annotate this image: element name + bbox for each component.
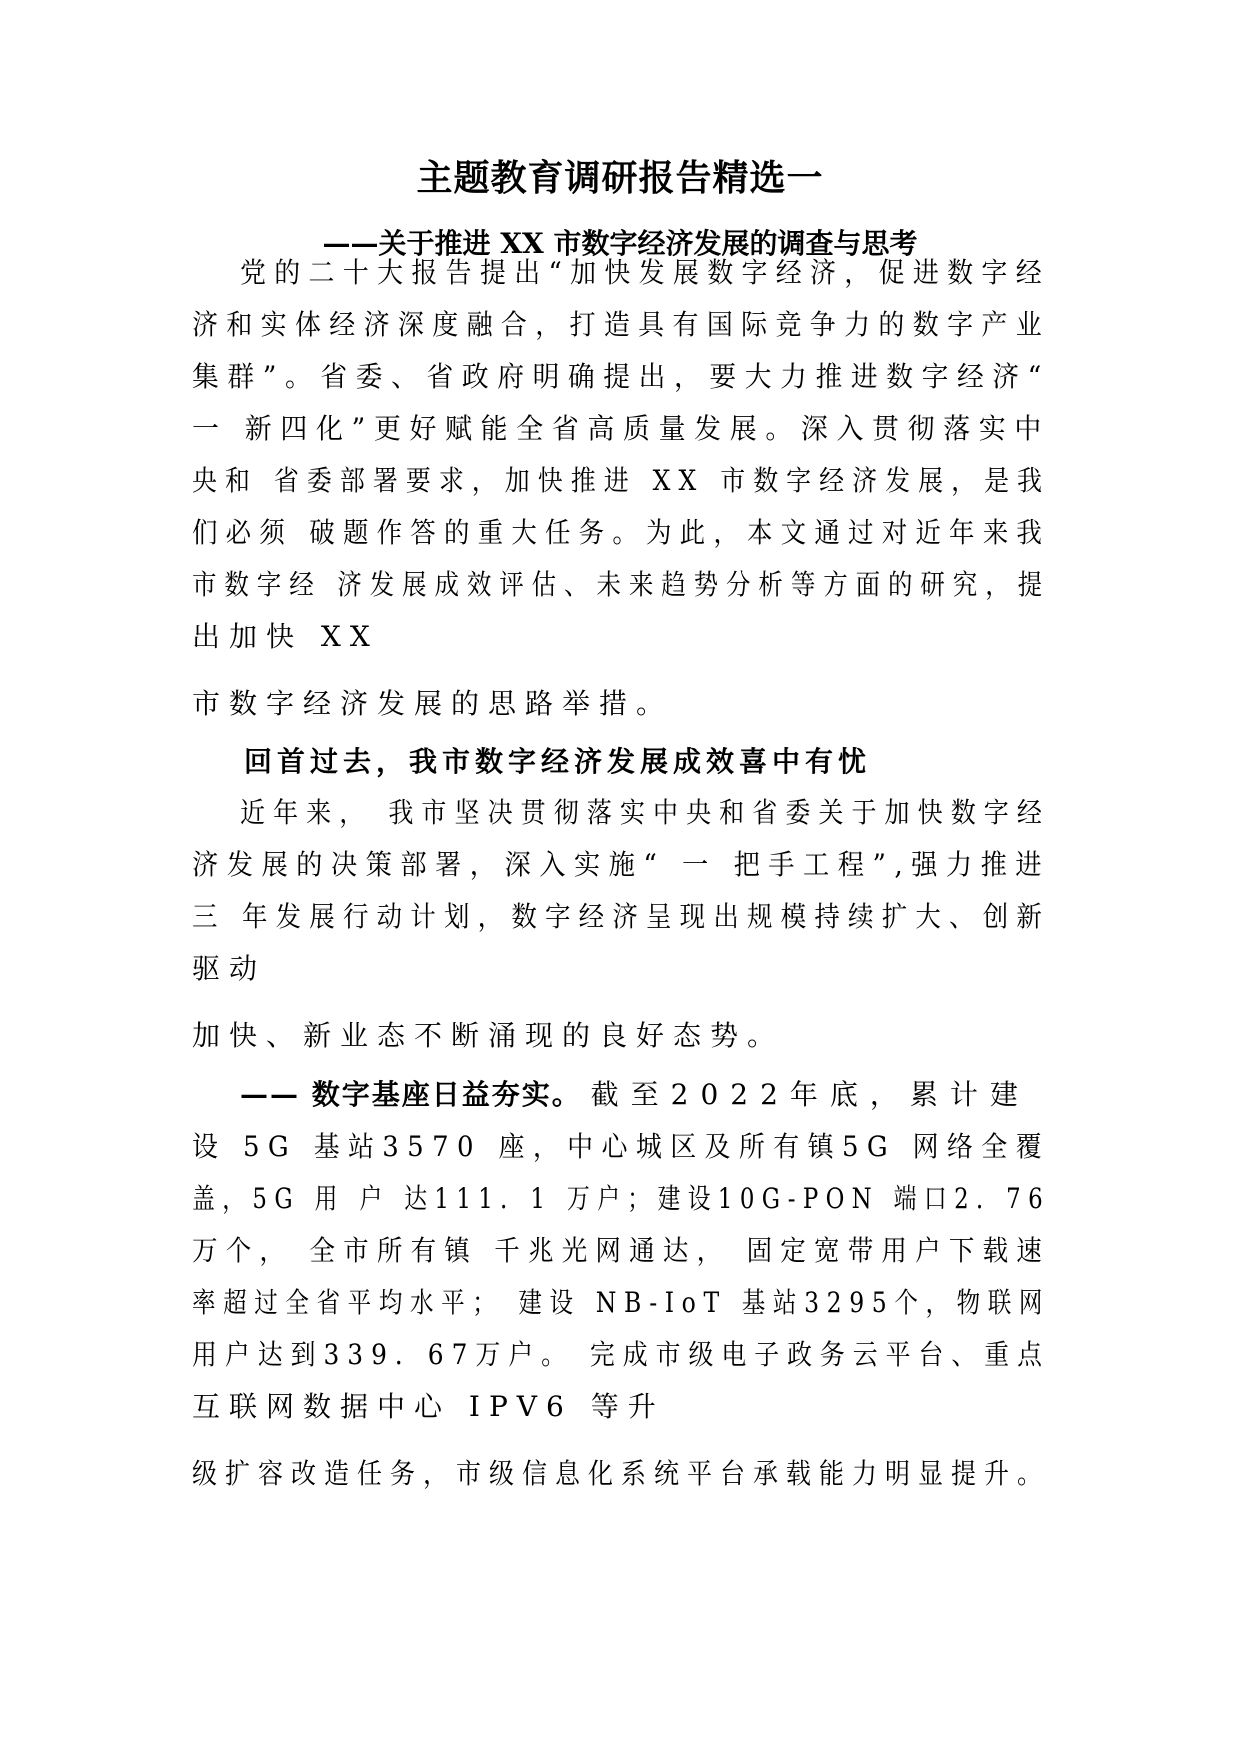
paragraph-lead-rest: 截至2022年底，累计建: [590, 1078, 1030, 1111]
paragraph-line: 济和实体经济深度融合，打造具有国际竞争力的数字产业: [192, 308, 1051, 341]
paragraph-line: 近年来， 我市坚决贯彻落实中央和省委关于加快数字经: [240, 796, 1050, 829]
paragraph-line: 集群”。省委、省政府明确提出，要大力推进数字经济“: [192, 360, 1050, 393]
paragraph-line: 党的二十大报告提出“加快发展数字经济，促进数字经: [240, 256, 1050, 289]
paragraph-line: 济发展的决策部署，深入实施“ 一 把手工程”,强力推进: [192, 848, 1051, 881]
paragraph-line: 加快、新业态不断涌现的良好态势。: [192, 1019, 785, 1052]
paragraph-line: 驱动: [192, 952, 267, 985]
paragraph-line: 市数字经济发展的思路举措。: [192, 687, 674, 720]
paragraph-line: 央和 省委部署要求，加快推进 XX 市数字经济发展，是我: [192, 464, 1051, 497]
paragraph-line: 三 年发展行动计划，数字经济呈现出规模持续扩大、创新: [192, 900, 1051, 933]
paragraph-line: 互联网数据中心 IPV6 等升: [192, 1390, 665, 1423]
paragraph-line: 用户达到339．67万户。 完成市级电子政务云平台、重点: [192, 1338, 1050, 1371]
paragraph-line: 市数字经 济发展成效评估、未来趋势分析等方面的研究，提: [192, 568, 1051, 601]
paragraph-line: 一 新四化”更好赋能全省高质量发展。深入贯彻落实中: [192, 412, 1050, 445]
section-heading: 回首过去，我市数字经济发展成效喜中有忧: [244, 745, 872, 778]
document-title: 主题教育调研报告精选一: [416, 157, 824, 199]
paragraph-line: 万个， 全市所有镇 千兆光网通达， 固定宽带用户下载速: [192, 1234, 1050, 1267]
paragraph-line: 级扩容改造任务，市级信息化系统平台承载能力明显提升。: [192, 1457, 1051, 1490]
paragraph-line: 率超过全省平均水平； 建设 NB-IoT 基站3295个，物联网: [192, 1286, 1051, 1319]
paragraph-line: 们必须 破题作答的重大任务。为此，本文通过对近年来我: [192, 516, 1051, 549]
document-subtitle: ——关于推进 XX 市数字经济发展的调查与思考: [322, 227, 918, 260]
paragraph-lead: —— 数字基座日益夯实。: [240, 1078, 582, 1111]
paragraph-line: [240, 1075, 1030, 1115]
paragraph-line: 出加快 XX: [192, 620, 379, 653]
paragraph-line: 盖，5G 用 户 达111．1 万户；建设10G-PON 端口2．76: [192, 1182, 1050, 1215]
paragraph-line: 设 5G 基站3570 座，中心城区及所有镇5G 网络全覆: [192, 1130, 1050, 1163]
